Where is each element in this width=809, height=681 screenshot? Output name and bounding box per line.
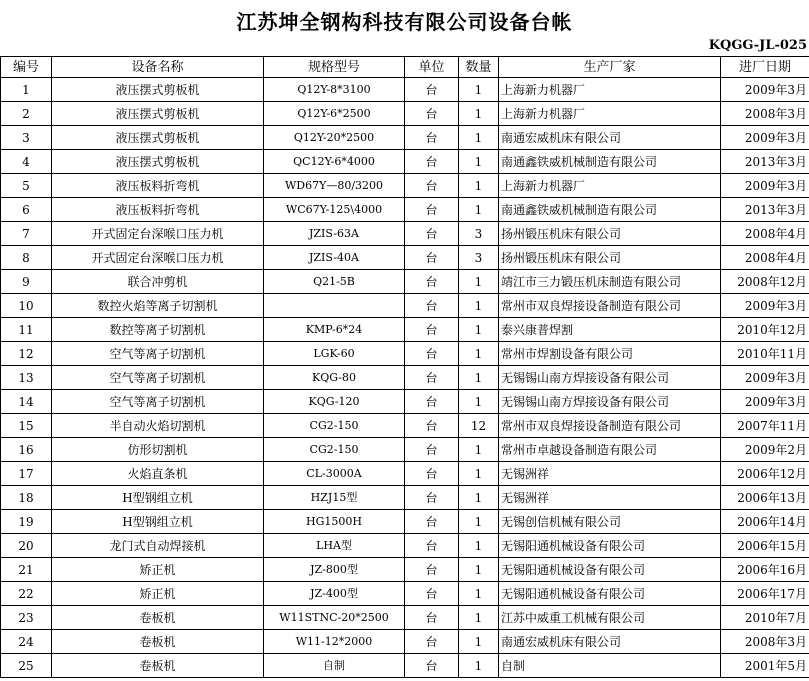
cell-model: CG2-150 — [264, 438, 405, 462]
cell-number: 18 — [1, 486, 52, 510]
cell-quantity: 1 — [459, 198, 499, 222]
cell-number: 7 — [1, 222, 52, 246]
cell-equipment-name: 矫正机 — [52, 582, 264, 606]
cell-entry-date: 2009年3月 — [721, 126, 809, 150]
cell-quantity: 1 — [459, 78, 499, 102]
cell-entry-date: 2013年3月 — [721, 198, 809, 222]
cell-model: JZIS-63A — [264, 222, 405, 246]
cell-number: 1 — [1, 78, 52, 102]
cell-unit: 台 — [405, 582, 459, 606]
cell-model: KMP-6*24 — [264, 318, 405, 342]
cell-quantity: 1 — [459, 150, 499, 174]
cell-unit: 台 — [405, 462, 459, 486]
cell-manufacturer: 无锡洲祥 — [499, 462, 721, 486]
cell-manufacturer: 江苏中威重工机械有限公司 — [499, 606, 721, 630]
cell-quantity: 1 — [459, 582, 499, 606]
cell-number: 24 — [1, 630, 52, 654]
cell-quantity: 1 — [459, 462, 499, 486]
cell-quantity: 1 — [459, 558, 499, 582]
cell-manufacturer: 南通鑫铁威机械制造有限公司 — [499, 150, 721, 174]
cell-quantity: 1 — [459, 390, 499, 414]
cell-manufacturer: 无锡阳通机械设备有限公司 — [499, 582, 721, 606]
cell-number: 25 — [1, 654, 52, 678]
cell-entry-date: 2008年3月 — [721, 630, 809, 654]
cell-equipment-name: 液压摆式剪板机 — [52, 126, 264, 150]
cell-unit: 台 — [405, 414, 459, 438]
cell-manufacturer: 常州市双良焊接设备制造有限公司 — [499, 294, 721, 318]
cell-unit: 台 — [405, 510, 459, 534]
cell-unit: 台 — [405, 630, 459, 654]
table-row — [1, 390, 809, 414]
cell-number: 11 — [1, 318, 52, 342]
cell-number: 3 — [1, 126, 52, 150]
table-row — [1, 534, 809, 558]
cell-manufacturer: 常州市双良焊接设备制造有限公司 — [499, 414, 721, 438]
header-model: 规格型号 — [264, 57, 405, 78]
cell-manufacturer: 上海新力机器厂 — [499, 78, 721, 102]
cell-number: 21 — [1, 558, 52, 582]
cell-quantity: 1 — [459, 534, 499, 558]
cell-model: 自制 — [264, 654, 405, 678]
cell-number: 6 — [1, 198, 52, 222]
cell-equipment-name: 空气等离子切割机 — [52, 366, 264, 390]
cell-model: JZ-400型 — [264, 582, 405, 606]
cell-quantity: 1 — [459, 102, 499, 126]
cell-number: 12 — [1, 342, 52, 366]
cell-unit: 台 — [405, 654, 459, 678]
cell-equipment-name: 开式固定台深喉口压力机 — [52, 246, 264, 270]
cell-number: 23 — [1, 606, 52, 630]
cell-unit: 台 — [405, 390, 459, 414]
table-row — [1, 342, 809, 366]
cell-model: HZJ15型 — [264, 486, 405, 510]
cell-entry-date: 2009年3月 — [721, 174, 809, 198]
cell-quantity: 1 — [459, 606, 499, 630]
table-row — [1, 486, 809, 510]
cell-model: QC12Y-6*4000 — [264, 150, 405, 174]
cell-model: CG2-150 — [264, 414, 405, 438]
cell-equipment-name: 卷板机 — [52, 654, 264, 678]
table-row — [1, 654, 809, 678]
cell-manufacturer: 无锡阳通机械设备有限公司 — [499, 558, 721, 582]
cell-unit: 台 — [405, 486, 459, 510]
header-equipment-name: 设备名称 — [52, 57, 264, 78]
cell-manufacturer: 无锡锡山南方焊接设备有限公司 — [499, 366, 721, 390]
table-row — [1, 630, 809, 654]
cell-quantity: 12 — [459, 414, 499, 438]
cell-unit: 台 — [405, 558, 459, 582]
cell-unit: 台 — [405, 126, 459, 150]
cell-number: 20 — [1, 534, 52, 558]
cell-number: 19 — [1, 510, 52, 534]
cell-model: Q12Y-20*2500 — [264, 126, 405, 150]
cell-model: W11STNC-20*2500 — [264, 606, 405, 630]
cell-number: 8 — [1, 246, 52, 270]
cell-quantity: 1 — [459, 630, 499, 654]
header-unit: 单位 — [405, 57, 459, 78]
cell-entry-date: 2009年3月 — [721, 294, 809, 318]
header-number: 编号 — [1, 57, 52, 78]
cell-model: W11-12*2000 — [264, 630, 405, 654]
cell-unit: 台 — [405, 198, 459, 222]
cell-number: 9 — [1, 270, 52, 294]
cell-number: 22 — [1, 582, 52, 606]
cell-unit: 台 — [405, 318, 459, 342]
table-row — [1, 78, 809, 102]
cell-entry-date: 2009年2月 — [721, 438, 809, 462]
cell-equipment-name: 火焰直条机 — [52, 462, 264, 486]
table-row — [1, 606, 809, 630]
table-row — [1, 318, 809, 342]
cell-manufacturer: 扬州锻压机床有限公司 — [499, 246, 721, 270]
cell-number: 16 — [1, 438, 52, 462]
table-row — [1, 582, 809, 606]
cell-equipment-name: 卷板机 — [52, 630, 264, 654]
table-row — [1, 174, 809, 198]
cell-equipment-name: 液压板料折弯机 — [52, 198, 264, 222]
table-row — [1, 246, 809, 270]
cell-equipment-name: H型钢组立机 — [52, 510, 264, 534]
cell-equipment-name: 仿形切割机 — [52, 438, 264, 462]
cell-model: JZ-800型 — [264, 558, 405, 582]
cell-model: WC67Y-125\4000 — [264, 198, 405, 222]
cell-entry-date: 2006年15月 — [721, 534, 809, 558]
cell-quantity: 1 — [459, 438, 499, 462]
cell-quantity: 1 — [459, 654, 499, 678]
cell-equipment-name: 数控火焰等离子切割机 — [52, 294, 264, 318]
table-row — [1, 222, 809, 246]
cell-entry-date: 2006年12月 — [721, 462, 809, 486]
cell-number: 15 — [1, 414, 52, 438]
cell-model: LGK-60 — [264, 342, 405, 366]
cell-entry-date: 2007年11月 — [721, 414, 809, 438]
cell-unit: 台 — [405, 102, 459, 126]
cell-entry-date: 2001年5月 — [721, 654, 809, 678]
table-row — [1, 198, 809, 222]
cell-equipment-name: H型钢组立机 — [52, 486, 264, 510]
header-manufacturer: 生产厂家 — [499, 57, 721, 78]
cell-quantity: 1 — [459, 318, 499, 342]
document-title: 江苏坤全钢构科技有限公司设备台帐 — [236, 10, 573, 34]
table-row — [1, 270, 809, 294]
cell-quantity: 3 — [459, 246, 499, 270]
cell-quantity: 1 — [459, 342, 499, 366]
cell-number: 17 — [1, 462, 52, 486]
cell-manufacturer: 靖江市三力锻压机床制造有限公司 — [499, 270, 721, 294]
cell-model: HG1500H — [264, 510, 405, 534]
cell-model: Q21-5B — [264, 270, 405, 294]
cell-unit: 台 — [405, 174, 459, 198]
table-row — [1, 294, 809, 318]
cell-quantity: 1 — [459, 126, 499, 150]
cell-entry-date: 2006年17月 — [721, 582, 809, 606]
cell-equipment-name: 液压摆式剪板机 — [52, 150, 264, 174]
header-quantity: 数量 — [459, 57, 499, 78]
cell-manufacturer: 无锡阳通机械设备有限公司 — [499, 534, 721, 558]
cell-entry-date: 2006年16月 — [721, 558, 809, 582]
cell-entry-date: 2008年4月 — [721, 246, 809, 270]
cell-model: Q12Y-8*3100 — [264, 78, 405, 102]
cell-unit: 台 — [405, 270, 459, 294]
cell-equipment-name: 空气等离子切割机 — [52, 390, 264, 414]
cell-entry-date: 2006年14月 — [721, 510, 809, 534]
cell-manufacturer: 常州市焊割设备有限公司 — [499, 342, 721, 366]
cell-unit: 台 — [405, 438, 459, 462]
table-row — [1, 126, 809, 150]
cell-model: JZIS-40A — [264, 246, 405, 270]
table-row — [1, 366, 809, 390]
cell-quantity: 1 — [459, 174, 499, 198]
document-code: KQGG-JL-025 — [708, 38, 807, 53]
cell-model: WD67Y—80/3200 — [264, 174, 405, 198]
table-row — [1, 414, 809, 438]
cell-unit: 台 — [405, 606, 459, 630]
cell-number: 10 — [1, 294, 52, 318]
cell-unit: 台 — [405, 78, 459, 102]
cell-entry-date: 2010年11月 — [721, 342, 809, 366]
cell-entry-date: 2008年4月 — [721, 222, 809, 246]
cell-manufacturer: 扬州锻压机床有限公司 — [499, 222, 721, 246]
table-row — [1, 558, 809, 582]
cell-entry-date: 2009年3月 — [721, 78, 809, 102]
cell-number: 5 — [1, 174, 52, 198]
cell-manufacturer: 常州市卓越设备制造有限公司 — [499, 438, 721, 462]
cell-unit: 台 — [405, 366, 459, 390]
cell-quantity: 1 — [459, 510, 499, 534]
cell-manufacturer: 南通鑫铁威机械制造有限公司 — [499, 198, 721, 222]
cell-unit: 台 — [405, 294, 459, 318]
cell-equipment-name: 液压板料折弯机 — [52, 174, 264, 198]
cell-equipment-name: 龙门式自动焊接机 — [52, 534, 264, 558]
cell-model: Q12Y-6*2500 — [264, 102, 405, 126]
cell-entry-date: 2010年12月 — [721, 318, 809, 342]
cell-unit: 台 — [405, 534, 459, 558]
cell-number: 4 — [1, 150, 52, 174]
cell-quantity: 1 — [459, 270, 499, 294]
cell-quantity: 1 — [459, 486, 499, 510]
cell-equipment-name: 空气等离子切割机 — [52, 342, 264, 366]
cell-entry-date: 2009年3月 — [721, 390, 809, 414]
cell-manufacturer: 南通宏威机床有限公司 — [499, 126, 721, 150]
table-row — [1, 102, 809, 126]
cell-number: 13 — [1, 366, 52, 390]
cell-entry-date: 2013年3月 — [721, 150, 809, 174]
cell-equipment-name: 数控等离子切割机 — [52, 318, 264, 342]
cell-manufacturer: 无锡洲祥 — [499, 486, 721, 510]
equipment-ledger-table — [0, 56, 809, 678]
cell-manufacturer: 南通宏威机床有限公司 — [499, 630, 721, 654]
cell-equipment-name: 开式固定台深喉口压力机 — [52, 222, 264, 246]
cell-equipment-name: 矫正机 — [52, 558, 264, 582]
cell-unit: 台 — [405, 222, 459, 246]
cell-equipment-name: 半自动火焰切割机 — [52, 414, 264, 438]
cell-quantity: 1 — [459, 294, 499, 318]
cell-manufacturer: 上海新力机器厂 — [499, 102, 721, 126]
cell-unit: 台 — [405, 342, 459, 366]
table-row — [1, 462, 809, 486]
cell-number: 14 — [1, 390, 52, 414]
cell-model: KQG-80 — [264, 366, 405, 390]
cell-model: LHA型 — [264, 534, 405, 558]
header-entry-date: 进厂日期 — [721, 57, 809, 78]
cell-model: KQG-120 — [264, 390, 405, 414]
cell-entry-date: 2009年3月 — [721, 366, 809, 390]
cell-entry-date: 2010年7月 — [721, 606, 809, 630]
cell-manufacturer: 无锡锡山南方焊接设备有限公司 — [499, 390, 721, 414]
cell-unit: 台 — [405, 150, 459, 174]
cell-manufacturer: 上海新力机器厂 — [499, 174, 721, 198]
cell-model: CL-3000A — [264, 462, 405, 486]
cell-unit: 台 — [405, 246, 459, 270]
cell-entry-date: 2008年12月 — [721, 270, 809, 294]
cell-equipment-name: 卷板机 — [52, 606, 264, 630]
cell-manufacturer: 无锡创信机械有限公司 — [499, 510, 721, 534]
cell-entry-date: 2006年13月 — [721, 486, 809, 510]
cell-model — [264, 294, 405, 318]
cell-entry-date: 2008年3月 — [721, 102, 809, 126]
cell-number: 2 — [1, 102, 52, 126]
cell-quantity: 3 — [459, 222, 499, 246]
cell-manufacturer: 泰兴康普焊割 — [499, 318, 721, 342]
cell-manufacturer: 自制 — [499, 654, 721, 678]
cell-equipment-name: 液压摆式剪板机 — [52, 78, 264, 102]
table-row — [1, 510, 809, 534]
cell-equipment-name: 联合冲剪机 — [52, 270, 264, 294]
cell-equipment-name: 液压摆式剪板机 — [52, 102, 264, 126]
table-row — [1, 438, 809, 462]
table-row — [1, 150, 809, 174]
cell-quantity: 1 — [459, 366, 499, 390]
header-row — [1, 57, 809, 78]
